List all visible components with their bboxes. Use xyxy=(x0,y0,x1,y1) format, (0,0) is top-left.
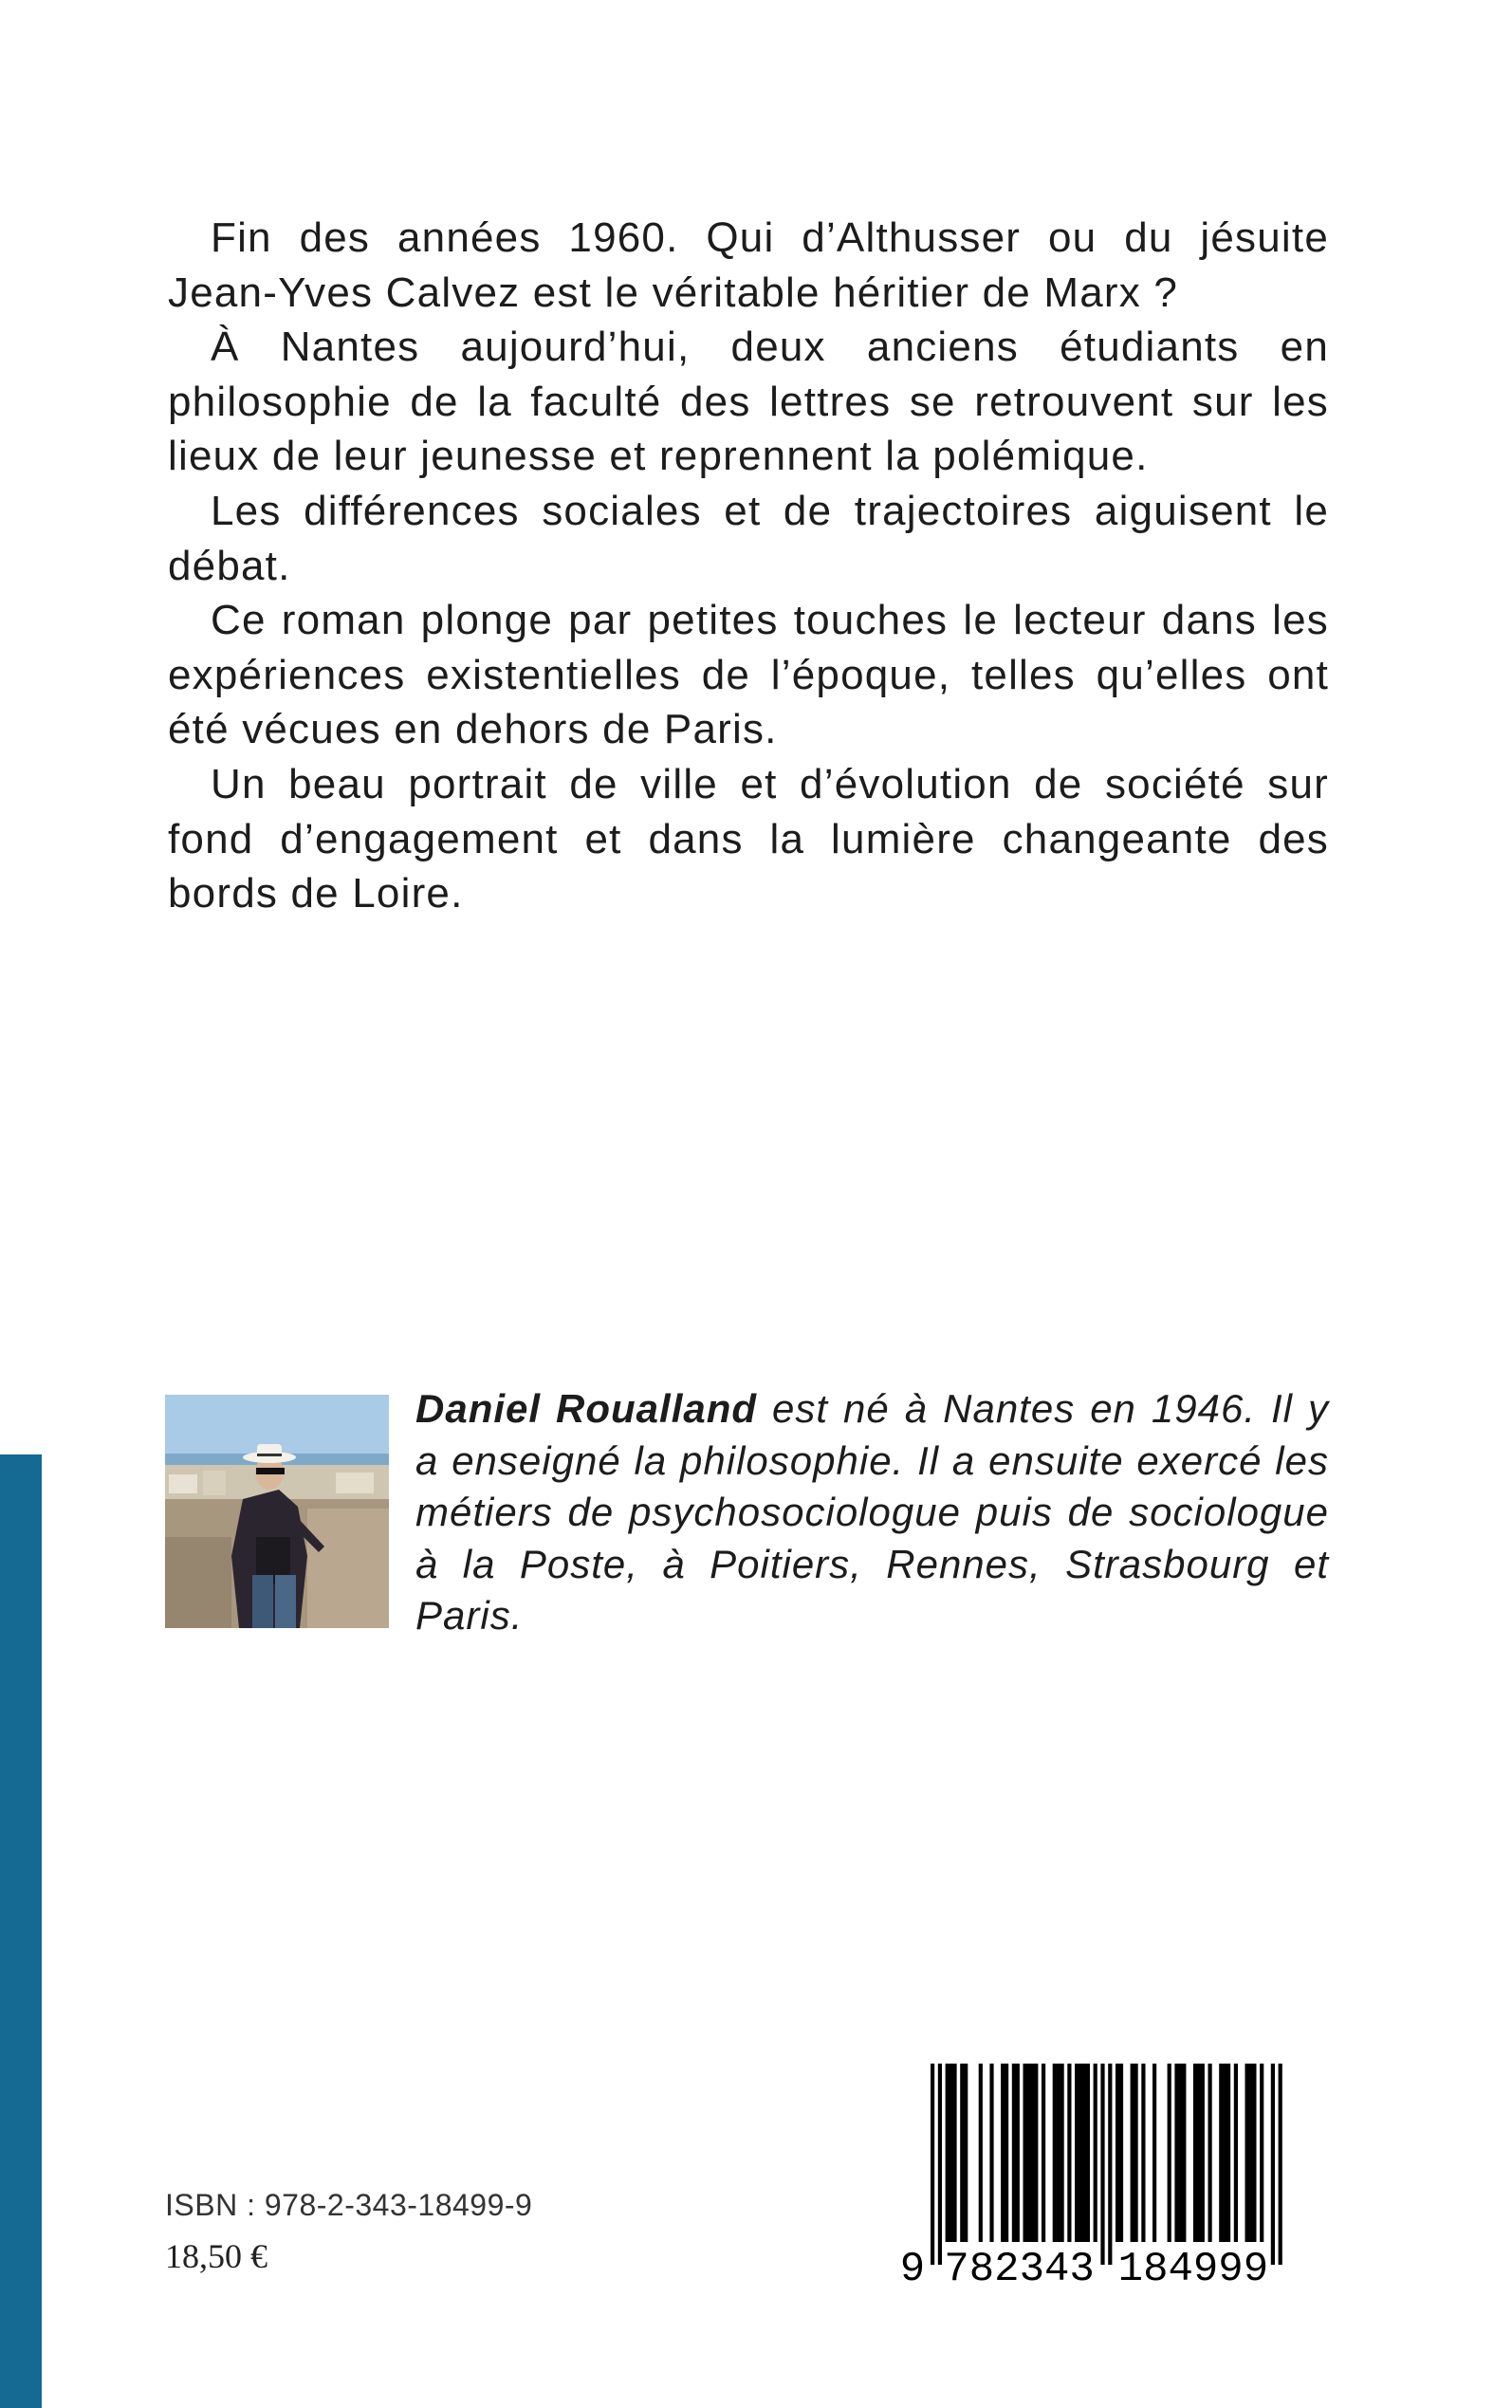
barcode-digits: 184999 xyxy=(1117,2246,1269,2286)
barcode-bar xyxy=(1116,2064,1119,2242)
barcode-bar xyxy=(1119,2064,1123,2242)
barcode-bar xyxy=(1271,2064,1275,2265)
barcode-bar xyxy=(1026,2064,1030,2242)
barcode-bar xyxy=(1023,2064,1027,2242)
barcode-bar xyxy=(1279,2064,1282,2265)
isbn: ISBN : 978-2-343-18499-9 xyxy=(165,2188,533,2222)
barcode-bar xyxy=(1034,2064,1038,2242)
barcode-bar xyxy=(1234,2064,1238,2242)
barcode-bar xyxy=(989,2064,993,2242)
barcode-bar xyxy=(1223,2064,1226,2242)
barcode-bar xyxy=(1201,2064,1205,2242)
barcode-bar xyxy=(1245,2064,1249,2242)
isbn-barcode xyxy=(897,2060,1331,2286)
barcode-bar xyxy=(1219,2064,1223,2242)
author-photo xyxy=(165,1395,389,1628)
barcode-bar xyxy=(1086,2064,1090,2242)
barcode-bar xyxy=(1226,2064,1230,2242)
barcode-bar xyxy=(1075,2064,1079,2242)
blurb-paragraph: Les différences sociales et de trajectoires aiguisent le débat. xyxy=(168,487,1329,589)
barcode-bar xyxy=(1067,2064,1071,2242)
barcode-bar xyxy=(1152,2064,1156,2242)
barcode-bar xyxy=(946,2064,950,2242)
author-bio-text: est né à Nantes en 1946. Il y a enseigné la philosophie. Il a ensuite exercé les métiers de psychosociologue puis de sociologue à la Poste, à Poitiers, Rennes, Strasbourg et Paris. xyxy=(415,1386,1329,1638)
side-color-band xyxy=(0,1454,42,2408)
barcode-bar xyxy=(1193,2064,1197,2242)
barcode-bar xyxy=(1001,2064,1005,2242)
barcode-bar xyxy=(1134,2064,1138,2242)
barcode-bar xyxy=(931,2064,934,2265)
blurb-paragraph: Fin des années 1960. Qui d’Althusser ou du jésuite Jean-Yves Calvez est le véritable héritier de Marx ? xyxy=(168,214,1329,316)
barcode-bar xyxy=(1053,2064,1057,2242)
barcode-bar xyxy=(1208,2064,1212,2242)
barcode-bar xyxy=(1042,2064,1045,2242)
barcode-bar xyxy=(1168,2064,1171,2242)
barcode-bar xyxy=(1057,2064,1060,2242)
barcode-bar xyxy=(1060,2064,1064,2242)
barcode-bar xyxy=(964,2064,968,2242)
barcode-bar xyxy=(1182,2064,1186,2242)
barcode-bar xyxy=(1005,2064,1008,2242)
price: 18,50 € xyxy=(165,2237,267,2275)
barcode-bar xyxy=(952,2064,956,2242)
barcode-bar xyxy=(1094,2064,1097,2242)
author-bio xyxy=(415,1383,1329,1642)
barcode-bar xyxy=(1248,2064,1252,2242)
barcode-bar xyxy=(1178,2064,1182,2242)
barcode-bar xyxy=(938,2064,942,2265)
barcode-bar xyxy=(1100,2064,1104,2265)
barcode-bar xyxy=(1252,2064,1256,2242)
back-cover-blurb xyxy=(168,211,1329,921)
blurb-paragraph: Ce roman plonge par petites touches le lecteur dans les expériences existentielles de l’époque, telles qu’elles ont été vécues en dehors de Paris. xyxy=(168,597,1329,753)
barcode-bar xyxy=(960,2064,964,2242)
barcode-digits: 782343 xyxy=(944,2246,1095,2286)
author-name: Daniel Roualland xyxy=(415,1386,758,1431)
barcode-digits: 9 xyxy=(899,2246,926,2286)
barcode-bar xyxy=(1131,2064,1134,2242)
barcode-bar xyxy=(1079,2064,1082,2242)
barcode-bar xyxy=(1016,2064,1020,2242)
barcode-bar xyxy=(1260,2064,1263,2242)
barcode-bar xyxy=(950,2064,953,2242)
barcode-bar xyxy=(1197,2064,1201,2242)
blurb-paragraph: À Nantes aujourd’hui, deux anciens étudiants en philosophie de la faculté des lettres se retrouvent sur les lieux de leur jeunesse et reprennent la polémique. xyxy=(168,324,1329,480)
barcode-bar xyxy=(979,2064,983,2242)
barcode-bar xyxy=(1108,2064,1112,2265)
barcode-bar xyxy=(1082,2064,1086,2242)
barcode-bar xyxy=(1030,2064,1034,2242)
barcode-bar xyxy=(1012,2064,1016,2242)
barcode-bar xyxy=(1141,2064,1145,2242)
blurb-paragraph: Un beau portrait de ville et d’évolution de société sur fond d’engagement et dans la lumière changeante des bords de Loire. xyxy=(168,760,1329,917)
barcode-bar xyxy=(1174,2064,1178,2242)
